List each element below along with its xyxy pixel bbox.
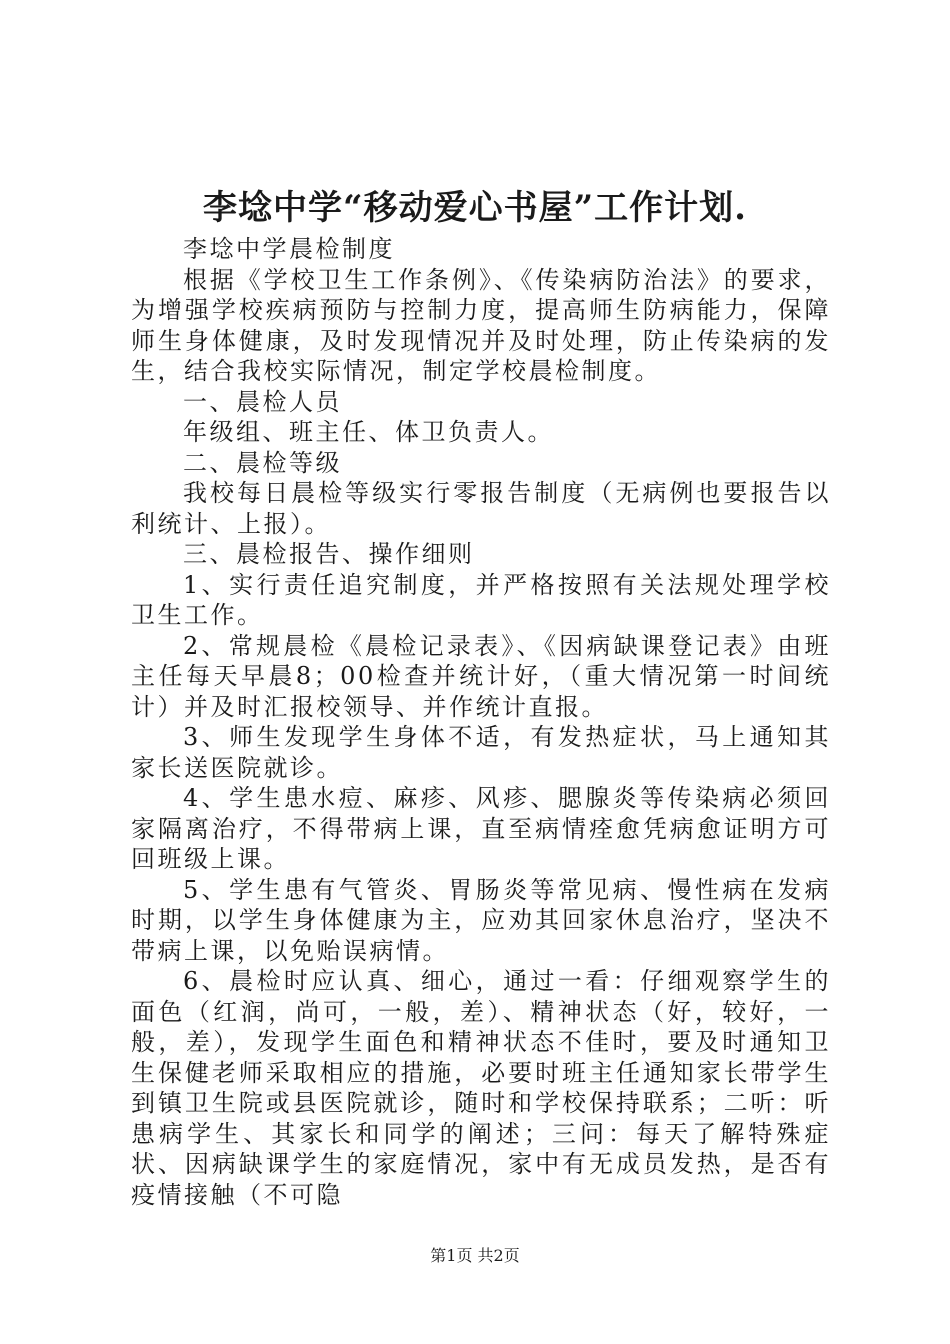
paragraph: 年级组、班主任、体卫负责人。 [183, 418, 554, 446]
list-item: 3、师生发现学生身体不适，有发热症状，马上通知其家长送医院就诊。 [131, 723, 831, 782]
paragraph: 我校每日晨检等级实行零报告制度（无病例也要报告以利统计、上报）。 [131, 479, 831, 538]
list-item: 2、常规晨检《晨检记录表》、《因病缺课登记表》由班主任每天早晨8；00检查并统计好，（重大情况第一时间统计）并及时汇报校领导、并作统计直报。 [131, 631, 831, 721]
list-item: 1、实行责任追究制度，并严格按照有关法规处理学校卫生工作。 [131, 570, 831, 629]
list-item: 6、晨检时应认真、细心，通过一看：仔细观察学生的面色（红润，尚可，一般，差）、精神状态（好，较好，一般，差），发现学生面色和精神状态不佳时，要及时通知卫生保健老师采取相应的措施，必要时班主任通知家长带学生到镇卫生院或县医院就诊，随时和学校保持联系；二听：听患病学生、其家长和同学的阐述；三问：每天了解特殊症状、因病缺课学生的家庭情况，家中有无成员发热，是否有疫情接触（不可隐 [131, 967, 831, 1209]
page-title: 李埝中学“移动爱心书屋”工作计划. [203, 188, 747, 228]
list-item: 5、学生患有气管炎、胃肠炎等常见病、慢性病在发病时期，以学生身体健康为主，应劝其回家休息治疗，坚决不带病上课，以免贻误病情。 [131, 875, 831, 965]
list-item: 4、学生患水痘、麻疹、风疹、腮腺炎等传染病必须回家隔离治疗，不得带病上课，直至病情痊愈凭病愈证明方可回班级上课。 [131, 784, 831, 873]
section-heading: 一、晨检人员 [183, 387, 342, 416]
section-heading: 二、晨检等级 [183, 448, 342, 477]
document-body [131, 234, 831, 1210]
page-footer: 第1页 共2页 [430, 1246, 520, 1265]
paragraph: 根据《学校卫生工作条例》、《传染病防治法》的要求，为增强学校疾病预防与控制力度，提高师生防病能力，保障师生身体健康，及时发现情况并及时处理，防止传染病的发生，结合我校实际情况，制定学校晨检制度。 [131, 265, 831, 385]
section-heading: 三、晨检报告、操作细则 [183, 540, 475, 568]
paragraph-heading: 李埝中学晨检制度 [183, 235, 395, 263]
